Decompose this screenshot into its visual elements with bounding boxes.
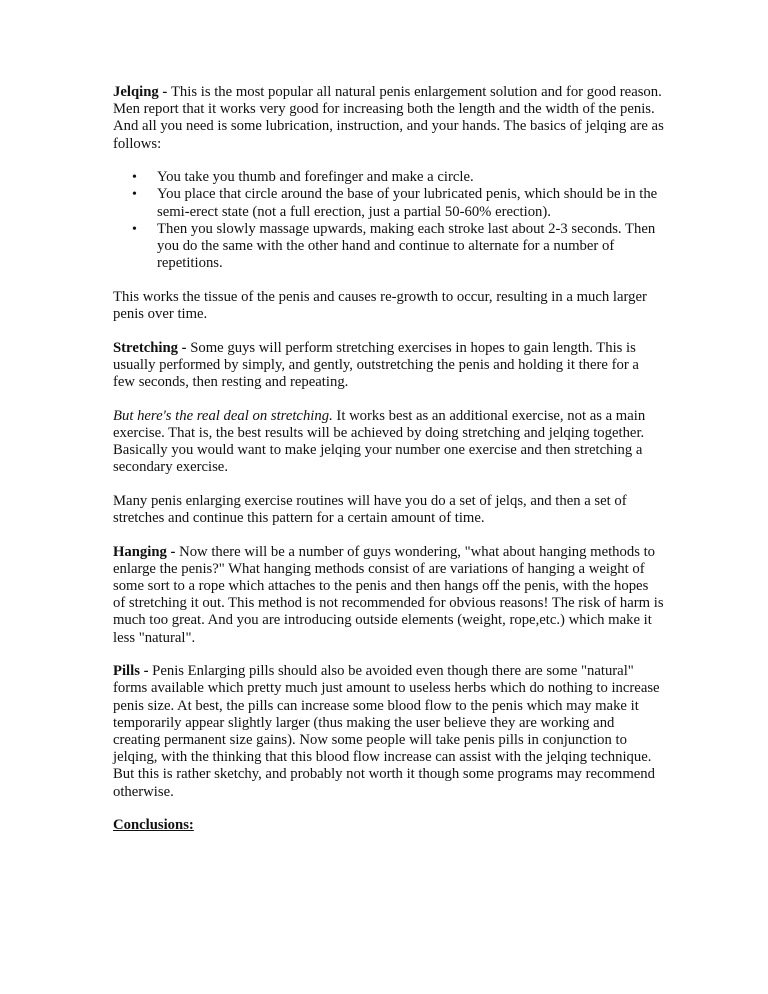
list-item bbox=[132, 186, 664, 220]
jelqing-outro-paragraph: This works the tissue of the penis and causes re-growth to occur, resulting in a much larger penis over time. bbox=[113, 288, 647, 323]
hanging-text: Now there will be a number of guys wondering, "what about hanging methods to enlarge the penis?" What hanging methods consist of are variations of hanging a weight of some sort to a rope which attaches to the penis and then hangs off the penis, with the hopes of stretching it out. This method is not recommended for obvious reasons! The risk of harm is much too great. And you are introducing outside elements (weight, rope,etc.) which make it less "natural". bbox=[113, 543, 664, 646]
conclusions-heading: Conclusions: bbox=[113, 817, 194, 834]
stretching-deal-paragraph bbox=[113, 408, 664, 477]
jelqing-paragraph bbox=[113, 84, 664, 153]
bullet-icon: • bbox=[132, 170, 137, 186]
stretching-deal-text: It works best as an additional exercise, not as a main exercise. That is, the best results will be achieved by doing stretching and jelqing together. Basically you would want to make jelqing your number one exercise and then stretching a secondary exercise. bbox=[113, 407, 646, 476]
pills-text: Penis Enlarging pills should also be avoided even though there are some "natural" forms available which pretty much just amount to useless herbs which do nothing to increase penis size. At best, the pills can increase some blood flow to the penis which may make it temporarily appear slightly larger (thus making the user believe they are working and creating permanent size gains). Now some people will take penis pills in conjunction to jelqing, with the thinking that this blood flow increase can assist with the jelqing technique. But this is rather sketchy, and probably not worth it though some programs may recommend otherwise. bbox=[113, 663, 660, 800]
list-item-text: You place that circle around the base of your lubricated penis, which should be in the semi-erect state (not a full erection, just a partial 50-60% erection). bbox=[157, 186, 658, 220]
hanging-paragraph bbox=[113, 544, 664, 647]
pills-paragraph bbox=[113, 663, 664, 801]
list-item bbox=[132, 169, 664, 186]
jelqing-steps-list bbox=[113, 169, 664, 272]
stretching-text: Some guys will perform stretching exercises in hopes to gain length. This is usually performed by simply, and gently, outstretching the penis and holding it there for a few seconds, then resting and repeating. bbox=[113, 339, 639, 391]
hanging-heading: Hanging - bbox=[113, 543, 180, 560]
pills-heading: Pills - bbox=[113, 663, 153, 680]
jelqing-intro: This is the most popular all natural penis enlargement solution and for good reason. Men report that it works very good for increasing both the length and the width of the penis. And all you need is some lubrication, instruction, and your hands. The basics of jelqing are as follows: bbox=[113, 84, 664, 152]
stretching-paragraph bbox=[113, 340, 664, 392]
list-item-text: Then you slowly massage upwards, making each stroke last about 2-3 seconds. Then you do the same with the other hand and continue to alternate for a number of repetitions. bbox=[157, 220, 656, 272]
routines-paragraph: Many penis enlarging exercise routines will have you do a set of jelqs, and then a set of stretches and continue this pattern for a certain amount of time. bbox=[113, 492, 627, 527]
list-item bbox=[132, 220, 664, 273]
list-item-text: You take you thumb and forefinger and make a circle. bbox=[157, 169, 474, 186]
stretching-heading: Stretching - bbox=[113, 339, 191, 356]
jelqing-heading: Jelqing - bbox=[113, 84, 171, 100]
bullet-icon: • bbox=[132, 221, 137, 237]
bullet-icon: • bbox=[132, 187, 137, 203]
stretching-deal-italic: But here's the real deal on stretching. bbox=[113, 407, 333, 424]
